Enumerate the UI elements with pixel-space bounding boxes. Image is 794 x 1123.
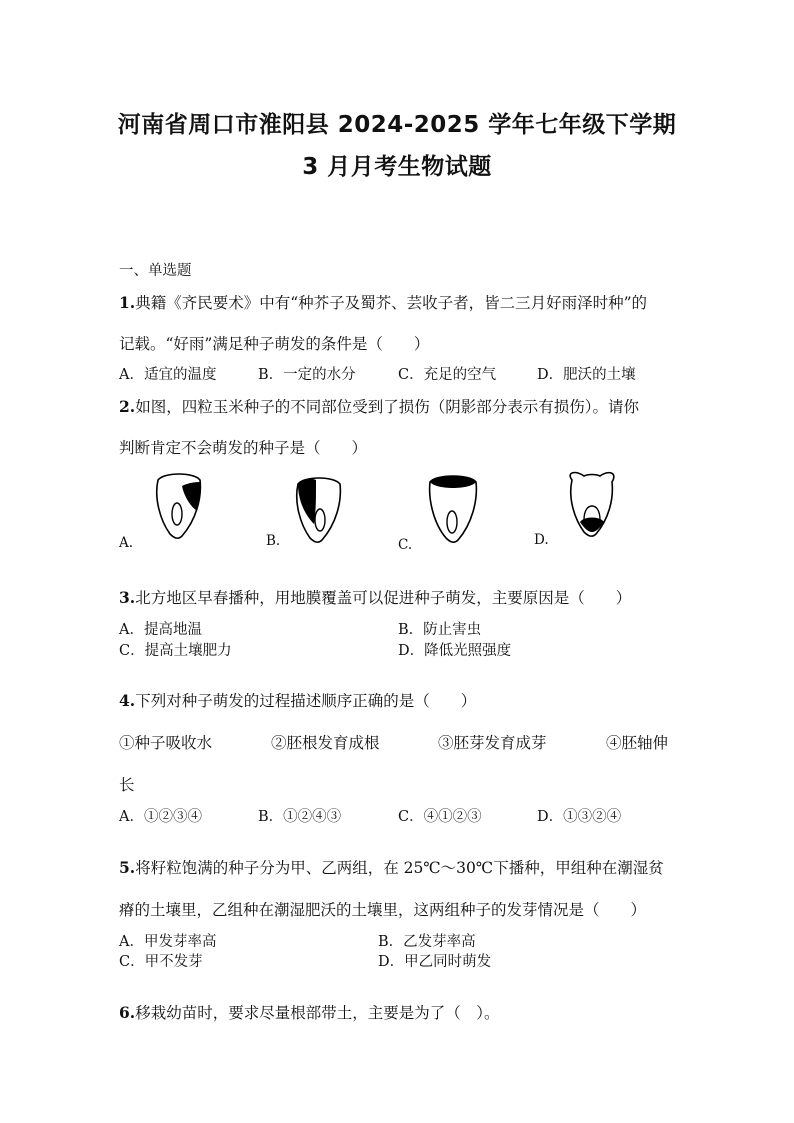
q1-option-c[interactable]: C．充足的空气	[398, 367, 497, 383]
seed-figure-b	[290, 476, 348, 546]
seed-figure-d	[562, 470, 622, 540]
question-number: 2.	[119, 397, 136, 416]
seed-label-a: A.	[119, 535, 134, 551]
question-5-line2: 瘠的土壤里，乙组种在潮湿肥沃的土壤里，这两组种子的发芽情况是（ ）	[119, 901, 647, 919]
q5-option-b[interactable]: B．乙发芽率高	[378, 934, 476, 950]
q1-option-a[interactable]: A．适宜的温度	[119, 367, 217, 383]
q5-option-a[interactable]: A．甲发芽率高	[119, 934, 217, 950]
q4-option-b[interactable]: B．①②④③	[258, 809, 342, 825]
seed-label-c: C.	[398, 537, 413, 553]
q3-option-b[interactable]: B．防止害虫	[398, 622, 482, 638]
question-text: 北方地区早春播种，用地膜覆盖可以促进种子萌发，主要原因是（ ）	[135, 589, 632, 607]
page-title-line2: 3 月月考生物试题	[302, 154, 492, 180]
q4-option-c[interactable]: C．④①②③	[398, 809, 482, 825]
question-text: 典籍《齐民要术》中有“种芥子及蜀芥、芸收子者，皆二三月好雨泽时种”的	[135, 294, 648, 312]
question-3-line1	[119, 586, 631, 608]
q4-step-3: ③胚芽发育成芽	[438, 734, 547, 752]
q5-option-c[interactable]: C．甲不发芽	[119, 954, 203, 970]
seed-label-d: D.	[534, 532, 549, 548]
question-4-line1	[119, 689, 476, 711]
question-6-line1	[119, 1001, 499, 1023]
q4-option-a[interactable]: A．①②③④	[119, 809, 202, 825]
q4-option-d[interactable]: D．①③②④	[537, 809, 622, 825]
seed-figure-c	[424, 474, 482, 546]
q4-step-4: ④胚轴伸	[606, 734, 669, 752]
question-number: 3.	[119, 588, 136, 607]
q3-option-c[interactable]: C．提高土壤肥力	[119, 643, 232, 659]
q3-option-d[interactable]: D．降低光照强度	[398, 643, 512, 659]
question-text: 如图，四粒玉米种子的不同部位受到了损伤（阴影部分表示有损伤）。请你	[135, 398, 639, 416]
question-5-line1	[119, 856, 664, 878]
question-2-line1	[119, 395, 639, 417]
seed-label-b: B.	[266, 533, 281, 549]
question-text: 移栽幼苗时，要求尽量根部带土，主要是为了（ ）。	[135, 1004, 500, 1022]
q1-option-b[interactable]: B．一定的水分	[258, 367, 356, 383]
question-1-line2: 记载。“好雨”满足种子萌发的条件是（ ）	[119, 335, 430, 353]
question-number: 1.	[119, 293, 136, 312]
page-title-line1: 河南省周口市淮阳县 2024-2025 学年七年级下学期	[117, 112, 677, 138]
question-number: 5.	[119, 858, 136, 877]
q3-option-a[interactable]: A．提高地温	[119, 622, 202, 638]
question-number: 4.	[119, 691, 136, 710]
seed-figure-a	[150, 472, 208, 542]
question-number: 6.	[119, 1003, 136, 1022]
question-text: 下列对种子萌发的过程描述顺序正确的是（ ）	[135, 692, 477, 710]
question-2-line2: 判断肯定不会萌发的种子是（ ）	[119, 439, 368, 457]
section-heading: 一、单选题	[119, 263, 192, 279]
q4-step-continuation: 长	[119, 776, 135, 794]
question-1-line1	[119, 291, 647, 313]
q1-option-d[interactable]: D．肥沃的土壤	[537, 367, 636, 383]
q4-step-2: ②胚根发育成根	[271, 734, 380, 752]
question-text: 将籽粒饱满的种子分为甲、乙两组，在 25℃～30℃下播种，甲组种在潮湿贫	[135, 859, 664, 877]
q5-option-d[interactable]: D．甲乙同时萌发	[378, 954, 492, 970]
q4-step-1: ①种子吸收水	[119, 734, 213, 752]
